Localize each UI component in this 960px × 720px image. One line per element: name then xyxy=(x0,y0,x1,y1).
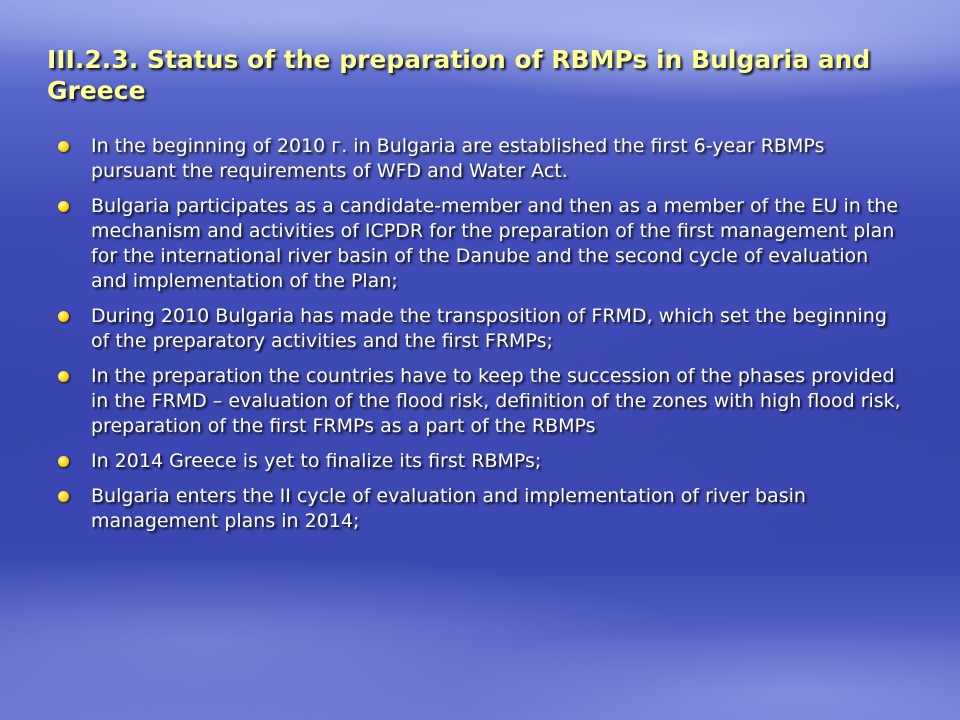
bullet-text: In 2014 Greece is yet to finalize its first RBMPs; xyxy=(91,450,542,472)
bullet-item xyxy=(58,449,908,474)
bullet-text: Bulgaria enters the II cycle of evaluation and implementation of river basin management plans in 2014; xyxy=(91,485,806,532)
bullet-text: In the beginning of 2010 г. in Bulgaria are established the first 6-year RBMPs pursuant the requirements of WFD and Water Act. xyxy=(91,135,825,182)
bullet-dot-icon xyxy=(58,456,69,467)
bullet-text: In the preparation the countries have to keep the succession of the phases provided in the FRMD – evaluation of the flood risk, definition of the zones with high flood risk, preparation of the first FRMPs as a part of the RBMPs xyxy=(91,365,901,437)
bullet-dot-icon xyxy=(58,371,69,382)
bullet-item xyxy=(58,194,908,294)
bullet-item xyxy=(58,304,908,354)
bullet-dot-icon xyxy=(58,311,69,322)
bullet-list xyxy=(58,134,908,544)
bullet-dot-icon xyxy=(58,491,69,502)
slide-title: III.2.3. Status of the preparation of RBMPs in Bulgaria and Greece xyxy=(47,45,871,105)
bullet-dot-icon xyxy=(58,201,69,212)
bullet-item xyxy=(58,484,908,534)
bullet-text: Bulgaria participates as a candidate-member and then as a member of the EU in the mechanism and activities of ICPDR for the preparation of the first management plan for the international river basin of the Danube and the second cycle of evaluation and implementation of the Plan; xyxy=(91,195,899,292)
bullet-text: During 2010 Bulgaria has made the transposition of FRMD, which set the beginning of the preparatory activities and the first FRMPs; xyxy=(91,305,887,352)
bullet-item xyxy=(58,364,908,439)
bullet-dot-icon xyxy=(58,141,69,152)
bullet-item xyxy=(58,134,908,184)
